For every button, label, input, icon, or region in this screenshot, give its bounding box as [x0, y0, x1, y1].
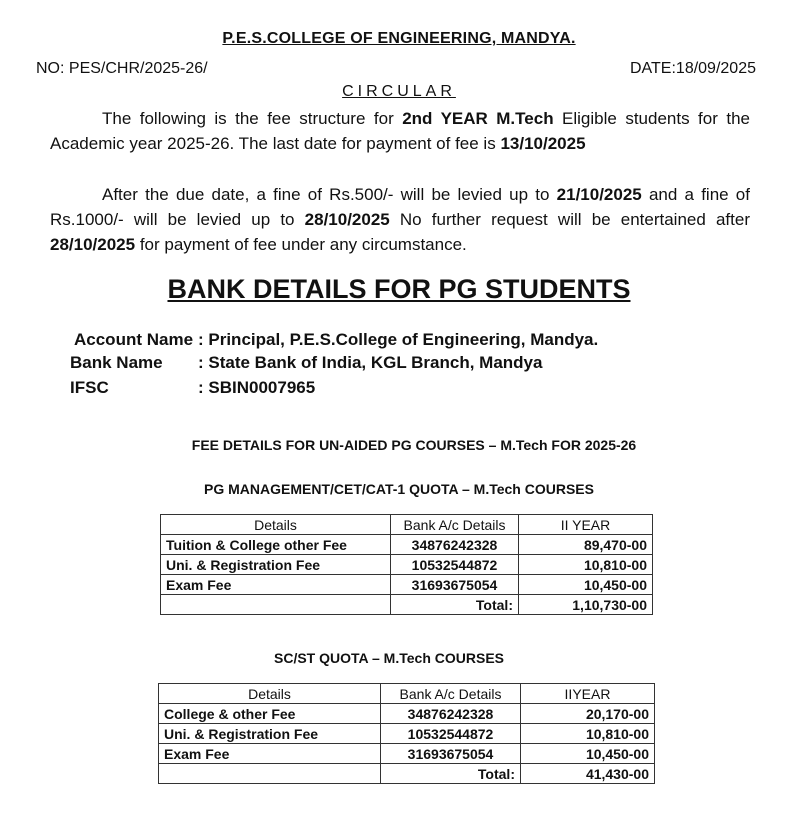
- bank-account: 34876242328: [391, 535, 519, 555]
- bank-account: 10532544872: [381, 724, 521, 744]
- bank-value: : SBIN0007965: [198, 378, 316, 397]
- para2-text-4: for payment of fee under any circumstance.: [135, 235, 467, 254]
- para2-bold-date-3: 28/10/2025: [50, 235, 136, 254]
- total-amount: 1,10,730-00: [519, 595, 653, 615]
- para1-bold-last-date: 13/10/2025: [500, 134, 586, 153]
- bank-label: Bank Name: [70, 353, 163, 372]
- bank-account: 10532544872: [391, 555, 519, 575]
- management-quota-title: PG MANAGEMENT/CET/CAT-1 QUOTA – M.Tech COURSES: [204, 481, 594, 497]
- para1-text-2: Eligible students for the Academic year 2025-26. The last date for payment of fee is: [50, 109, 750, 153]
- fine-paragraph: [50, 182, 750, 257]
- fee-amount: 20,170-00: [521, 704, 655, 724]
- para2-bold-date-1: 21/10/2025: [556, 185, 642, 204]
- fee-details-title: FEE DETAILS FOR UN-AIDED PG COURSES – M.Tech FOR 2025-26: [191, 437, 637, 453]
- bank-value: : State Bank of India, KGL Branch, Mandya: [198, 353, 543, 372]
- fee-amount: 10,810-00: [521, 724, 655, 744]
- total-amount: 41,430-00: [521, 764, 655, 784]
- bank-account: 34876242328: [381, 704, 521, 724]
- total-label: Total:: [381, 764, 521, 784]
- bank-details-heading: BANK DETAILS FOR PG STUDENTS: [167, 274, 631, 304]
- para2-bold-date-2: 28/10/2025: [304, 210, 390, 229]
- reference-number: NO: PES/CHR/2025-26/: [36, 60, 208, 77]
- circular-heading: CIRCULAR: [342, 83, 456, 100]
- empty-cell: [161, 595, 391, 615]
- table-total-row: [159, 764, 655, 784]
- column-header: Bank A/c Details: [381, 684, 521, 704]
- total-label: Total:: [391, 595, 519, 615]
- bank-row-ifsc: [70, 377, 315, 399]
- column-header: Details: [159, 684, 381, 704]
- table-row: [161, 575, 653, 595]
- column-header: II YEAR: [519, 515, 653, 535]
- bank-row-bank-name: [70, 352, 542, 374]
- fee-amount: 10,450-00: [519, 575, 653, 595]
- bank-row-account-name: [74, 329, 598, 351]
- fee-detail: College & other Fee: [159, 704, 381, 724]
- bank-label: IFSC: [70, 378, 109, 397]
- fee-amount: 10,450-00: [521, 744, 655, 764]
- table-row: [161, 535, 653, 555]
- fee-detail: Exam Fee: [159, 744, 381, 764]
- table-row: [159, 724, 655, 744]
- para2-text-3: No further request will be entertained after: [389, 210, 750, 229]
- column-header: Details: [161, 515, 391, 535]
- management-quota-fee-table: [160, 514, 653, 615]
- scst-quota-fee-table: [158, 683, 655, 784]
- bank-label: Account Name: [74, 330, 194, 349]
- fee-structure-paragraph: [50, 106, 750, 156]
- table-row: [161, 555, 653, 575]
- table-total-row: [161, 595, 653, 615]
- fee-detail: Uni. & Registration Fee: [161, 555, 391, 575]
- table-header-row: [161, 515, 653, 535]
- empty-cell: [159, 764, 381, 784]
- para2-text-2: and a fine of Rs.1000/- will be levied up to: [50, 185, 750, 229]
- table-row: [159, 704, 655, 724]
- bank-account: 31693675054: [391, 575, 519, 595]
- bank-value: : Principal, P.E.S.College of Engineering, Mandya.: [198, 330, 599, 349]
- scst-quota-title: SC/ST QUOTA – M.Tech COURSES: [274, 650, 504, 666]
- para1-text-1: The following is the fee structure for: [102, 109, 403, 128]
- circular-date: DATE:18/09/2025: [629, 60, 756, 77]
- column-header: IIYEAR: [521, 684, 655, 704]
- fee-detail: Uni. & Registration Fee: [159, 724, 381, 744]
- para1-bold-year: 2nd YEAR M.Tech: [402, 109, 554, 128]
- fee-detail: Tuition & College other Fee: [161, 535, 391, 555]
- table-row: [159, 744, 655, 764]
- fee-amount: 89,470-00: [519, 535, 653, 555]
- column-header: Bank A/c Details: [391, 515, 519, 535]
- college-name: P.E.S.COLLEGE OF ENGINEERING, MANDYA.: [222, 30, 576, 47]
- fee-detail: Exam Fee: [161, 575, 391, 595]
- table-header-row: [159, 684, 655, 704]
- para2-text-1: After the due date, a fine of Rs.500/- will be levied up to: [102, 185, 557, 204]
- fee-amount: 10,810-00: [519, 555, 653, 575]
- bank-account: 31693675054: [381, 744, 521, 764]
